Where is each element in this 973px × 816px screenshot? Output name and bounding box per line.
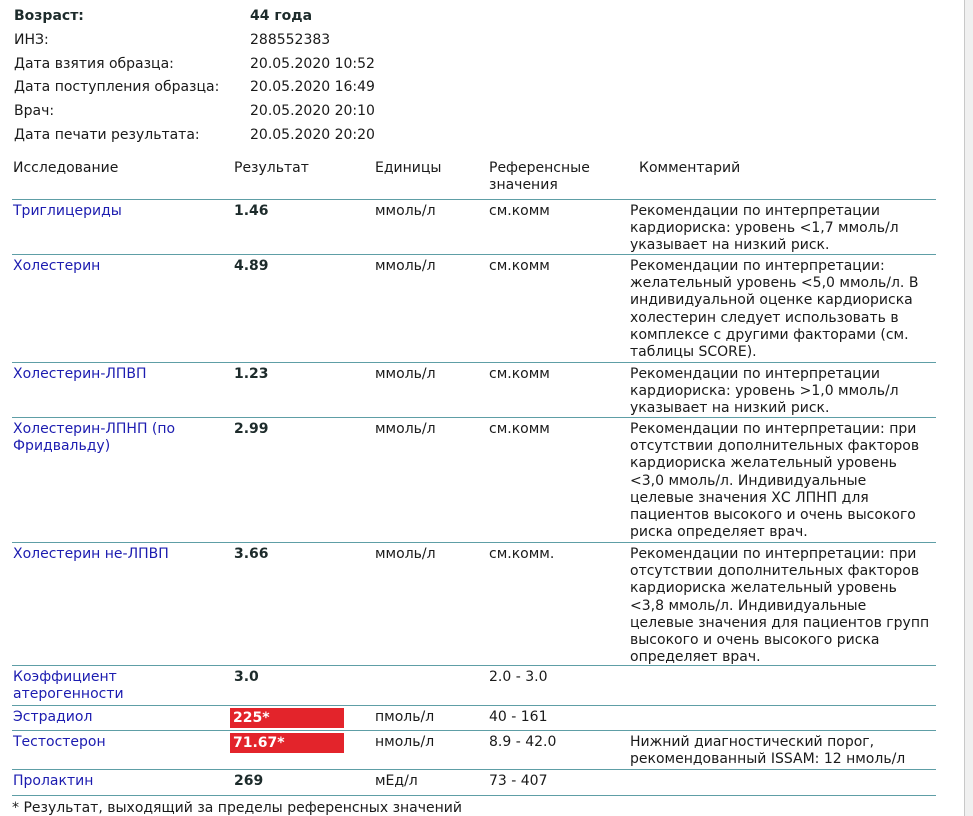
- test-name: Пролактин: [13, 773, 94, 789]
- test-reference: 40 - 161: [489, 709, 548, 725]
- info-label: Возраст:: [14, 8, 84, 24]
- table-row: [12, 363, 936, 418]
- test-result: 3.66: [234, 546, 269, 562]
- info-label: Дата взятия образца:: [14, 55, 174, 72]
- header-comment: Комментарий: [639, 160, 741, 176]
- test-comment: Рекомендации по интерпретации кардиориска: уровень <1,7 ммоль/л указывает на низкий риск.: [630, 203, 899, 254]
- test-result-flagged: 71.67*: [230, 733, 344, 753]
- test-comment: Рекомендации по интерпретации: желательный уровень <5,0 ммоль/л. В индивидуальной оценке кардиориска холестерин следует использовать в комплексе с другими факторами (см. таблицы SCORE).: [630, 258, 919, 361]
- header-result: Результат: [234, 160, 309, 176]
- test-reference: см.комм.: [489, 546, 555, 562]
- table-row: [12, 200, 936, 255]
- test-result-flagged: 225*: [230, 708, 344, 728]
- table-row: [12, 255, 936, 363]
- info-row-print-date: [14, 125, 514, 149]
- test-reference: см.комм: [489, 421, 550, 437]
- table-header: [12, 160, 936, 200]
- test-name: Коэффициент атерогенности: [13, 669, 124, 703]
- table-row: [12, 731, 936, 770]
- test-name: Холестерин: [13, 258, 101, 274]
- test-reference: см.комм: [489, 258, 550, 274]
- footnote: * Результат, выходящий за пределы референсных значений: [12, 800, 462, 816]
- info-row-sample-taken: [14, 54, 514, 78]
- test-name: Эстрадиол: [13, 709, 93, 725]
- table-row: [12, 770, 936, 796]
- test-units: ммоль/л: [375, 421, 436, 437]
- test-comment: Нижний диагностический порог, рекомендованный ISSAM: 12 нмоль/л: [630, 734, 906, 768]
- test-comment: Рекомендации по интерпретации: при отсутствии дополнительных факторов кардиориска желательный уровень <3,0 ммоль/л. Индивидуальные целевые значения ХС ЛПНП для пациентов высокого и очень высокого риска определяет врач.: [630, 421, 920, 541]
- test-result: 269: [234, 773, 264, 789]
- test-result: 1.23: [234, 366, 269, 382]
- test-name: Триглицериды: [13, 203, 122, 219]
- test-units: ммоль/л: [375, 366, 436, 382]
- info-value: 20.05.2020 10:52: [250, 55, 375, 72]
- info-value: 288552383: [250, 31, 331, 48]
- test-reference: 73 - 407: [489, 773, 548, 789]
- info-value: 20.05.2020 16:49: [250, 79, 375, 96]
- test-units: пмоль/л: [375, 709, 435, 725]
- test-units: ммоль/л: [375, 203, 436, 219]
- test-name: Холестерин-ЛПНП (по Фридвальду): [13, 421, 176, 455]
- test-reference: 8.9 - 42.0: [489, 734, 557, 750]
- info-value: 20.05.2020 20:10: [250, 103, 375, 120]
- test-reference: см.комм: [489, 203, 550, 219]
- info-row-doctor: [14, 101, 514, 125]
- test-comment: Рекомендации по интерпретации кардиориска: уровень >1,0 ммоль/л указывает на низкий риск.: [630, 366, 899, 417]
- info-label: Дата печати результата:: [14, 126, 200, 143]
- test-units: нмоль/л: [375, 734, 435, 750]
- table-row: [12, 418, 936, 543]
- test-comment: Рекомендации по интерпретации: при отсутствии дополнительных факторов кардиориска желательный уровень <3,8 ммоль/л. Индивидуальные целевые значения для пациентов групп высокого и очень высокого риска определяет врач.: [630, 546, 930, 666]
- test-name: Тестостерон: [13, 734, 106, 750]
- info-label: Врач:: [14, 103, 55, 120]
- test-units: ммоль/л: [375, 258, 436, 274]
- header-test: Исследование: [13, 160, 119, 176]
- test-result: 3.0: [234, 669, 259, 685]
- header-units: Единицы: [375, 160, 442, 176]
- info-label: ИНЗ:: [14, 31, 49, 48]
- test-result: 2.99: [234, 421, 269, 437]
- info-row-age: [14, 6, 514, 30]
- page-edge: [964, 0, 973, 816]
- test-result: 4.89: [234, 258, 269, 274]
- test-reference: см.комм: [489, 366, 550, 382]
- test-units: ммоль/л: [375, 546, 436, 562]
- info-label: Дата поступления образца:: [14, 79, 220, 96]
- table-row: [12, 543, 936, 666]
- table-row: [12, 706, 936, 731]
- patient-info: [14, 6, 514, 149]
- header-reference: Референсные значения: [489, 160, 590, 193]
- test-result: 1.46: [234, 203, 269, 219]
- test-reference: 2.0 - 3.0: [489, 669, 548, 685]
- test-name: Холестерин-ЛПВП: [13, 366, 147, 382]
- info-value: 20.05.2020 20:20: [250, 126, 375, 143]
- table-row: [12, 666, 936, 706]
- info-row-sample-received: [14, 77, 514, 101]
- info-value: 44 года: [250, 8, 313, 24]
- test-units: мЕд/л: [375, 773, 418, 789]
- info-row-inz: [14, 30, 514, 54]
- test-name: Холестерин не-ЛПВП: [13, 546, 169, 562]
